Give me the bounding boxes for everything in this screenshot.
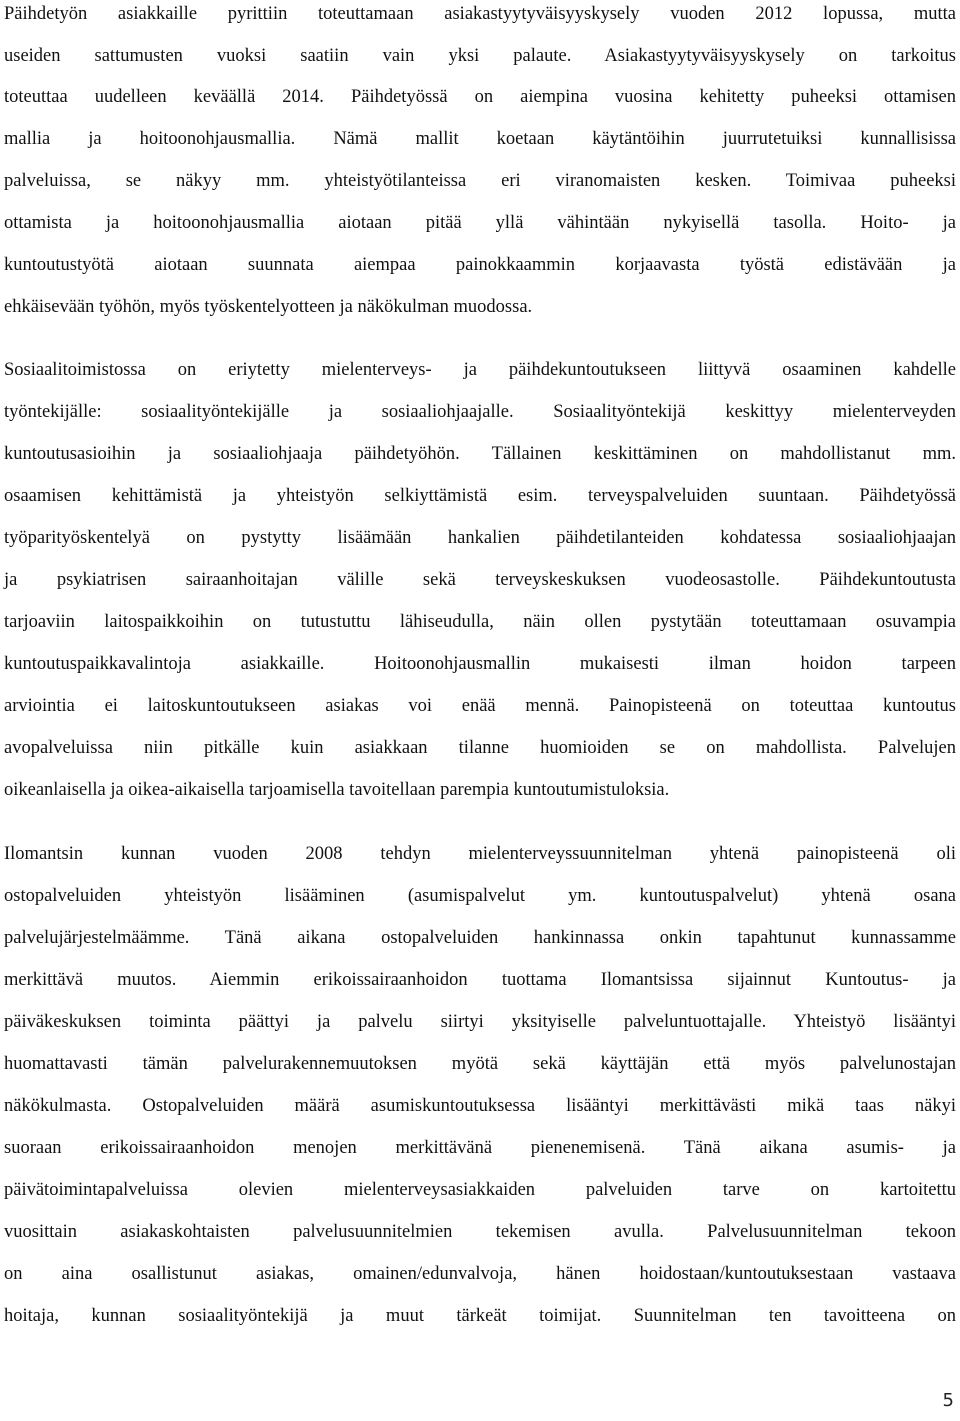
text-line: Ilomantsin kunnan vuoden 2008 tehdyn mielenterveyssuunnitelman yhtenä painopisteenä oli [4, 844, 956, 864]
text-line: useiden sattumusten vuoksi saatiin vain yksi palaute. Asiakastyytyväisyyskysely on tarkoitus [4, 46, 956, 66]
text-line: työntekijälle: sosiaalityöntekijälle ja sosiaaliohjaajalle. Sosiaalityöntekijä keskittyy mielenterveyden [4, 402, 956, 422]
text-line: palveluissa, se näkyy mm. yhteistyötilanteissa eri viranomaisten kesken. Toimivaa puheeksi [4, 171, 956, 191]
text-line: näkökulmasta. Ostopalveluiden määrä asumiskuntoutuksessa lisääntyi merkittävästi mikä taas näkyi [4, 1096, 956, 1116]
text-line: merkittävä muutos. Aiemmin erikoissairaanhoidon tuottama Ilomantsissa sijainnut Kuntoutus- ja [4, 970, 956, 990]
text-line: mallia ja hoitoonohjausmallia. Nämä mallit koetaan käytäntöihin juurrutetuiksi kunnallisissa [4, 129, 956, 149]
text-line: suoraan erikoissairaanhoidon menojen merkittävänä pienenemisenä. Tänä aikana asumis- ja [4, 1138, 956, 1158]
text-line: palvelujärjestelmäämme. Tänä aikana ostopalveluiden hankinnassa onkin tapahtunut kunnassamme [4, 928, 956, 948]
text-line: ostopalveluiden yhteistyön lisääminen (asumispalvelut ym. kuntoutuspalvelut) yhtenä osana [4, 886, 956, 906]
text-line: päivätoimintapalveluissa olevien mielenterveysasiakkaiden palveluiden tarve on kartoitettu [4, 1180, 956, 1200]
text-line: vuosittain asiakaskohtaisten palvelusuunnitelmien tekemisen avulla. Palvelusuunnitelman tekoon [4, 1222, 956, 1242]
text-line: huomattavasti tämän palvelurakennemuutoksen myötä sekä käyttäjän että myös palvelunostajan [4, 1054, 956, 1074]
text-line: on aina osallistunut asiakas, omainen/edunvalvoja, hänen hoidostaan/kuntoutuksestaan vastaava [4, 1264, 956, 1284]
text-line: työparityöskentelyä on pystytty lisäämään hankalien päihdetilanteiden kohdatessa sosiaaliohjaajan [4, 528, 956, 548]
text-line: toteuttaa uudelleen keväällä 2014. Päihdetyössä on aiempina vuosina kehitetty puheeksi ottamisen [4, 87, 956, 107]
text-line: kuntoutustyötä aiotaan suunnata aiempaa painokkaammin korjaavasta työstä edistävään ja [4, 255, 956, 275]
text-line: Päihdetyön asiakkaille pyrittiin toteuttamaan asiakastyytyväisyyskysely vuoden 2012 lopussa, mutta [4, 4, 956, 24]
page-number: 5 [942, 1390, 954, 1411]
text-line: Sosiaalitoimistossa on eriytetty mielenterveys- ja päihdekuntoutukseen liittyvä osaaminen kahdelle [4, 360, 956, 380]
text-line: oikeanlaisella ja oikea-aikaisella tarjoamisella tavoitellaan parempia kuntoutumistuloksia. [4, 780, 670, 800]
text-line: kuntoutusasioihin ja sosiaaliohjaaja päihdetyöhön. Tällainen keskittäminen on mahdollistanut mm. [4, 444, 956, 464]
text-line: arviointia ei laitoskuntoutukseen asiakas voi enää mennä. Painopisteenä on toteuttaa kuntoutus [4, 696, 956, 716]
text-line: hoitaja, kunnan sosiaalityöntekijä ja muut tärkeät toimijat. Suunnitelman ten tavoitteena on [4, 1306, 956, 1326]
text-line: avopalveluissa niin pitkälle kuin asiakkaan tilanne huomioiden se on mahdollista. Palvelujen [4, 738, 956, 758]
text-line: tarjoaviin laitospaikkoihin on tutustuttu lähiseudulla, näin ollen pystytään toteuttamaan osuvampia [4, 612, 956, 632]
text-line: ottamista ja hoitoonohjausmallia aiotaan pitää yllä vähintään nykyisellä tasolla. Hoito- ja [4, 213, 956, 233]
text-line: osaamisen kehittämistä ja yhteistyön selkiyttämistä esim. terveyspalveluiden suuntaan. Päihdetyössä [4, 486, 956, 506]
text-line: päiväkeskuksen toiminta päättyi ja palvelu siirtyi yksityiselle palveluntuottajalle. Yhteistyö lisääntyi [4, 1012, 956, 1032]
text-line: kuntoutuspaikkavalintoja asiakkaille. Hoitoonohjausmallin mukaisesti ilman hoidon tarpeen [4, 654, 956, 674]
text-line: ja psykiatrisen sairaanhoitajan välille sekä terveyskeskuksen vuodeosastolle. Päihdekuntoutusta [4, 570, 956, 590]
text-line: ehkäisevään työhön, myös työskentelyotteen ja näkökulman muodossa. [4, 297, 533, 317]
